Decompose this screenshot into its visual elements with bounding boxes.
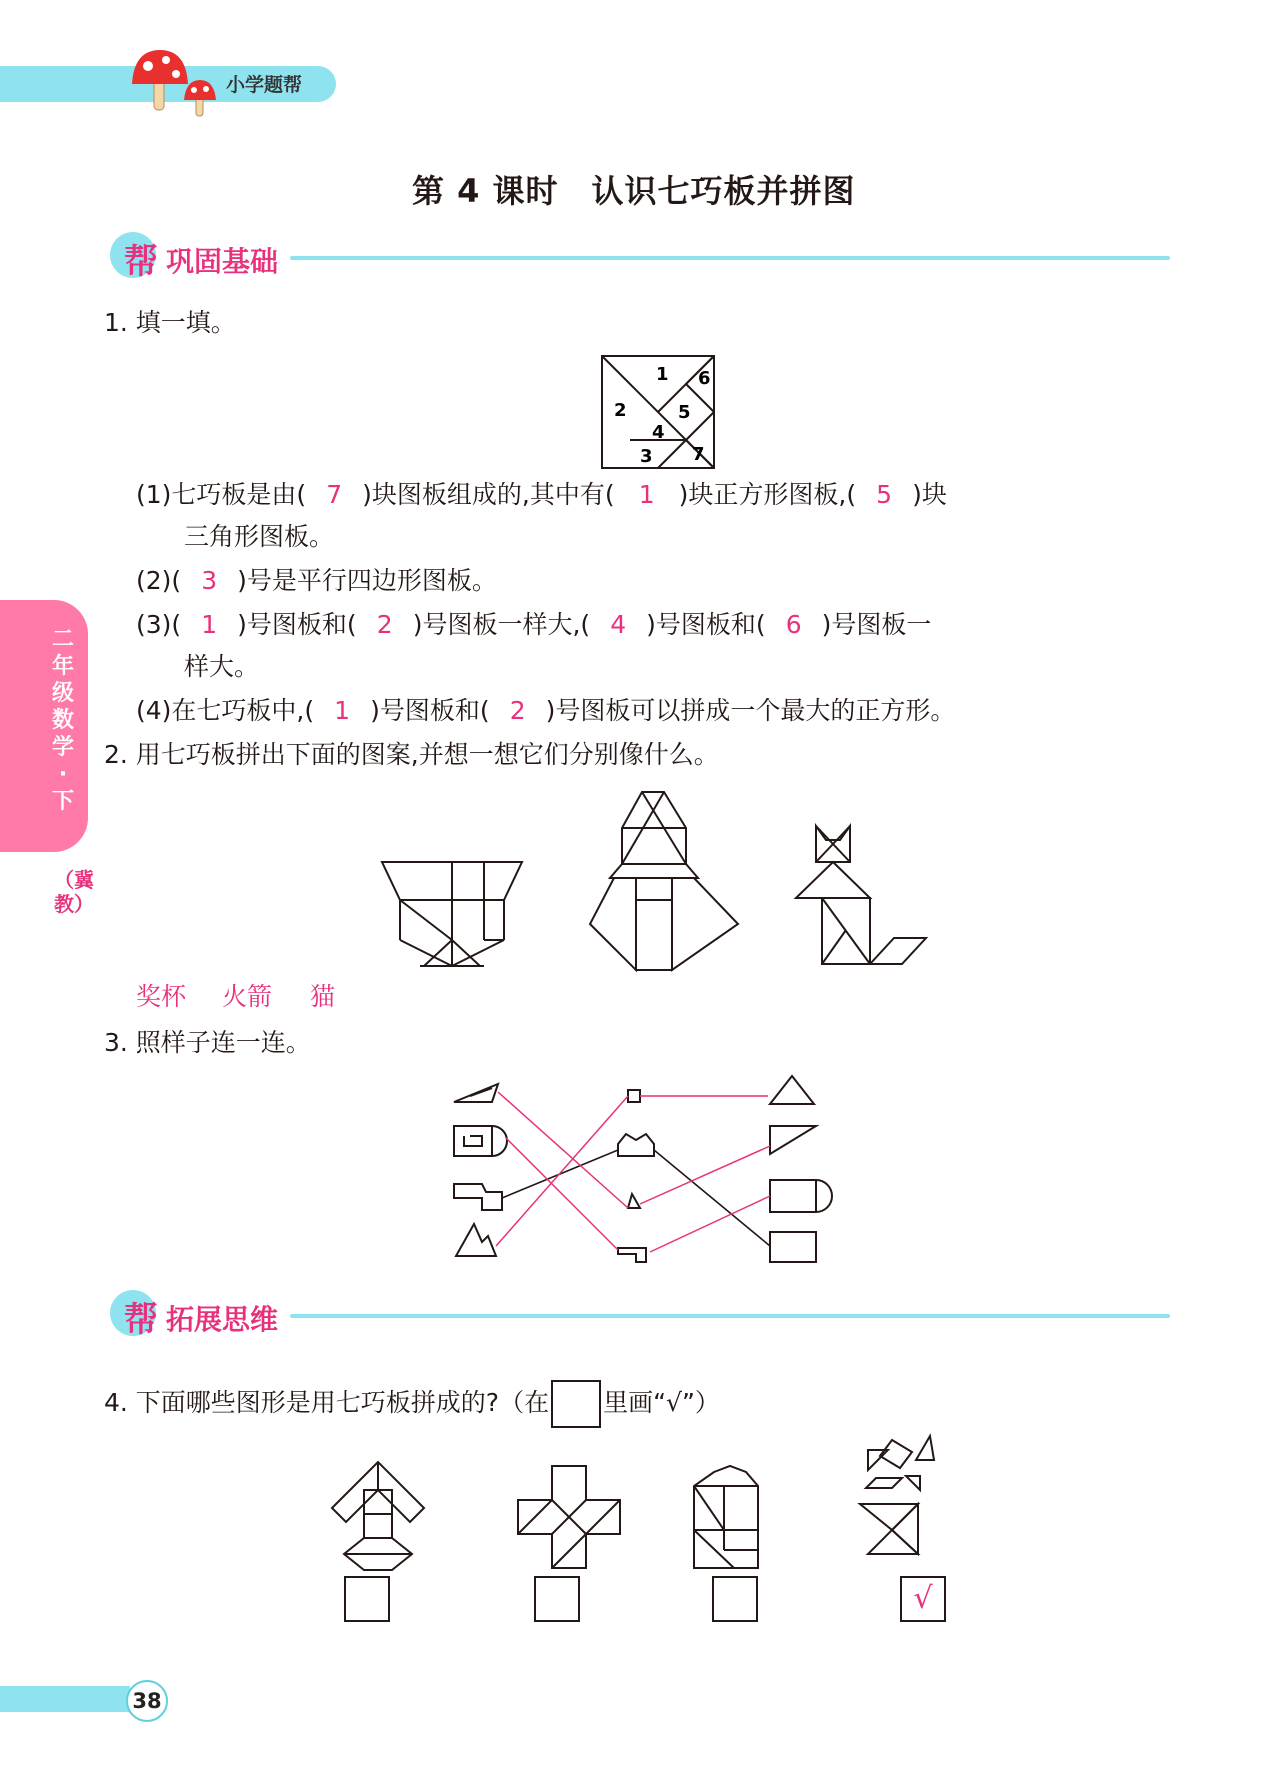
q3-matching-diagram: [440, 1070, 860, 1270]
q4-checkbox-4[interactable]: √: [900, 1576, 946, 1622]
q4-figure-1: [332, 1462, 424, 1570]
brand-title: 小学题帮: [226, 74, 303, 96]
q4-figure-4: [860, 1436, 934, 1554]
q1-part2: (2)( 3 )号是平行四边形图板。: [136, 566, 497, 595]
q1-part3: (3)( 1 )号图板和( 2 )号图板一样大,( 4 )号图板和( 6 )号图板一: [136, 610, 932, 639]
section-extend-title: 拓展思维: [166, 1303, 279, 1336]
tangram-label-5: 5: [678, 402, 691, 423]
q1-p4-answer-2: 2: [509, 696, 526, 725]
q1-part1-line2: 三角形图板。: [184, 522, 335, 551]
q1-part3-line2: 样大。: [184, 652, 260, 681]
q1-stem: 1. 填一填。: [104, 308, 236, 337]
left-shape-4: [456, 1224, 496, 1256]
cat-figure: [796, 826, 926, 964]
tangram-label-6: 6: [698, 368, 711, 389]
q1-part4: (4)在七巧板中,( 1 )号图板和( 2 )号图板可以拼成一个最大的正方形。: [136, 696, 956, 725]
mid-shape-triangle: [628, 1194, 640, 1208]
tangram-label-7: 7: [692, 444, 705, 465]
q1-p3-answer-4: 6: [785, 610, 802, 639]
q2-answer-rocket: 火箭: [222, 982, 273, 1011]
q4-checkbox-3[interactable]: [712, 1576, 758, 1622]
q4-stem: 4. 下面哪些图形是用七巧板拼成的?（在 里画“√”）: [104, 1380, 720, 1428]
rocket-figure: [590, 792, 738, 970]
mid-shape-top: [618, 1134, 654, 1156]
q1-part1: (1)七巧板是由( 7 )块图板组成的,其中有( 1 )块正方形图板,( 5 )块: [136, 480, 947, 509]
mushroom-logo-icon: [128, 44, 224, 120]
q1-p3-answer-3: 4: [610, 610, 627, 639]
right-shape-triangle: [770, 1076, 814, 1104]
right-shape-rectangle: [770, 1232, 816, 1262]
section-extend-rule: [290, 1314, 1170, 1318]
q1-p1-answer-3: 5: [876, 480, 893, 509]
q2-tangram-figures: [380, 780, 940, 980]
q2-answer-cat: 猫: [310, 982, 336, 1011]
section-basic-rule: [290, 256, 1170, 260]
q1-p3-answer-2: 2: [376, 610, 393, 639]
mid-shape-l: [618, 1248, 646, 1262]
section-basic-title: 巩固基础: [166, 245, 279, 278]
left-shape-3: [454, 1184, 502, 1210]
q1-p4-answer-1: 1: [334, 696, 351, 725]
q4-figure-2: [518, 1466, 620, 1568]
tangram-diagram: [600, 354, 718, 472]
q1-p1-answer-1: 7: [326, 480, 343, 509]
q4-figure-3: [694, 1466, 758, 1568]
q2-answer-trophy: 奖杯: [136, 982, 187, 1011]
section-extend-bang: 帮: [124, 1300, 158, 1340]
q3-stem: 3. 照样子连一连。: [104, 1028, 311, 1057]
q1-p1-answer-2: 1: [638, 480, 655, 509]
side-tab-grade: 二年级数学·下: [51, 627, 74, 814]
tangram-label-1: 1: [656, 364, 669, 385]
page-number-band: [0, 1686, 130, 1712]
mid-shape-square: [628, 1090, 640, 1102]
trophy-figure: [382, 862, 522, 966]
tangram-label-4: 4: [652, 422, 665, 443]
right-shape-right-triangle: [770, 1126, 816, 1154]
section-basic-bang: 帮: [124, 242, 158, 282]
q4-figures: [320, 1430, 980, 1580]
q4-checkbox-2[interactable]: [534, 1576, 580, 1622]
right-shape-rounded: [770, 1180, 832, 1212]
tangram-label-3: 3: [640, 446, 653, 467]
side-tab-edition: （冀教）: [54, 868, 94, 916]
tangram-label-2: 2: [614, 400, 627, 421]
q1-p3-answer-1: 1: [201, 610, 218, 639]
q4-checkbox-1[interactable]: [344, 1576, 390, 1622]
page-title: 第 4 课时 认识七巧板并拼图: [412, 172, 856, 210]
q1-p2-answer-1: 3: [201, 566, 218, 595]
left-shape-2: [454, 1126, 492, 1156]
q2-stem: 2. 用七巧板拼出下面的图案,并想一想它们分别像什么。: [104, 740, 719, 769]
q4-stem-box: [551, 1380, 601, 1428]
page-number: 38: [132, 1689, 162, 1713]
